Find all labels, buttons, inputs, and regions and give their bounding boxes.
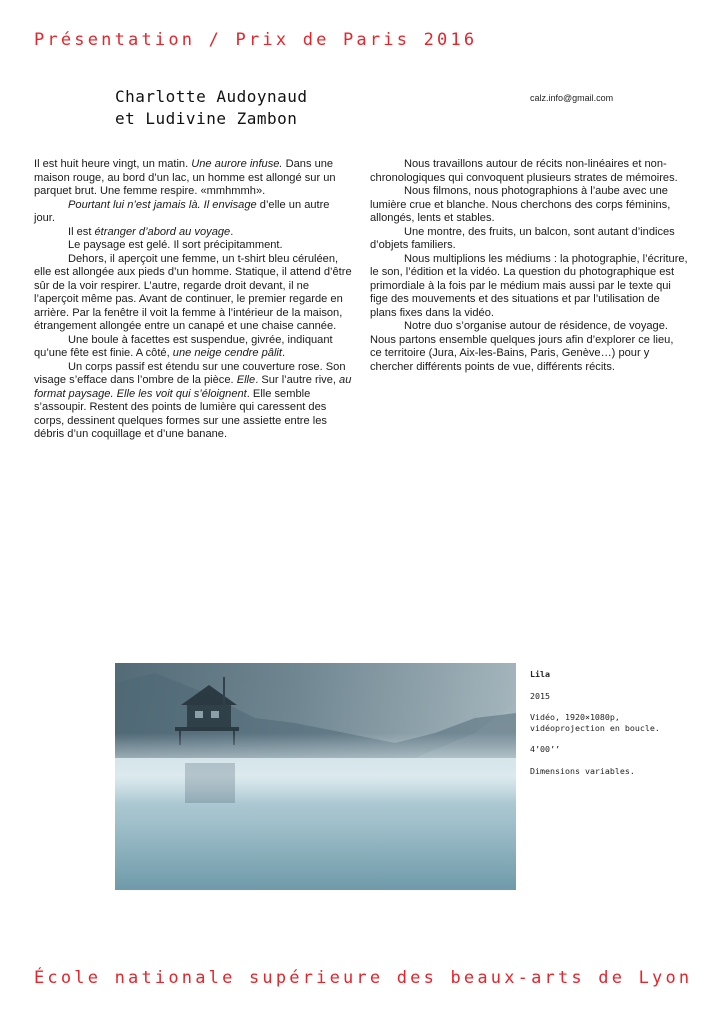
author-line-2: et Ludivine Zambon [115, 109, 298, 128]
artwork-title: Lila [530, 669, 550, 679]
left-paragraph: Dehors, il aperçoit une femme, un t-shirt bleu céruléen, elle est allongée aux pieds d’un homme. Statique, il attend d’être sûr de la voir respirer. L’autre, regarde droit devant, il ne l’aperçoit même pas. Avant de continuer, le premier regarde en arrière. Par la fenêtre il voit la femme à l’intérieur de la maison, étrangement allongée entre un canapé et une chaise cannée. [34, 252, 352, 332]
school-footer: École nationale supérieure des beaux-arts de Lyon [34, 968, 693, 988]
artwork-medium-1: Vidéo, 1920×1080p, [530, 712, 620, 722]
right-paragraph: Nous filmons, nous photographions à l’aube avec une lumière crue et blanche. Nous cherchons des corps féminins, allongés, lents et stables. [370, 185, 671, 224]
authors-block [115, 86, 308, 130]
right-text-column [370, 158, 688, 374]
left-paragraph: Il est étranger d’abord au voyage. [68, 225, 234, 238]
page-header: Présentation / Prix de Paris 2016 [34, 30, 478, 50]
artwork-caption [530, 669, 710, 776]
right-paragraph: Une montre, des fruits, un balcon, sont autant d’indices d’objets familiers. [370, 225, 675, 251]
artwork-medium-2: vidéoprojection en boucle. [530, 722, 660, 733]
left-paragraph: Un corps passif est étendu sur une couverture rose. Son visage s’efface dans l’ombre de la pièce. Elle. Sur l’autre rive, au format paysage. Elle les voit qui s’éloignent. Elle semble s’assoupir. Restent des points de lumière qui caressent des corps, dessinent quelques formes sur une assiette entre les débris d’un coquillage et d’une banane. [34, 360, 352, 440]
artwork-dimensions: Dimensions variables. [530, 765, 635, 776]
right-paragraph: Nous travaillons autour de récits non-linéaires et non-chronologiques qui convoquent plusieurs strates de mémoires. [370, 158, 678, 184]
author-line-1: Charlotte Audoynaud [115, 87, 308, 106]
right-paragraph: Notre duo s’organise autour de résidence, de voyage. Nous partons ensemble quelques jours afin d’explorer ce lieu, ce territoire (Jura, Aix-les-Bains, Paris, Genève…) pour y chercher différents points de vue, différents récits. [370, 320, 674, 373]
artwork-year: 2015 [530, 690, 550, 701]
right-paragraph: Nous multiplions les médiums : la photographie, l’écriture, le son, l’édition et la vidéo. La question du photographique est primordiale à la fois par le médium mais aussi par le texte qui fige des mouvements et des situations et par l’utilisation de plans fixes dans la vidéo. [370, 252, 688, 319]
left-text-column [34, 158, 352, 442]
left-paragraph: Pourtant lui n’est jamais là. Il envisage d’elle un autre jour. [34, 198, 330, 224]
misty-lake-photo [115, 663, 516, 890]
contact-email[interactable]: calz.info@gmail.com [530, 93, 614, 103]
left-paragraph: Une boule à facettes est suspendue, givrée, indiquant qu’une fête est finie. A côté, une neige cendre pâlit. [34, 333, 333, 359]
left-paragraph: Il est huit heure vingt, un matin. Une aurore infuse. Dans une maison rouge, au bord d’un lac, un homme est allongé sur un parquet brut. Une femme respire. «mmhmmh». [34, 158, 336, 197]
artwork-duration: 4’00’’ [530, 744, 560, 754]
left-paragraph: Le paysage est gelé. Il sort précipitamment. [68, 239, 283, 251]
